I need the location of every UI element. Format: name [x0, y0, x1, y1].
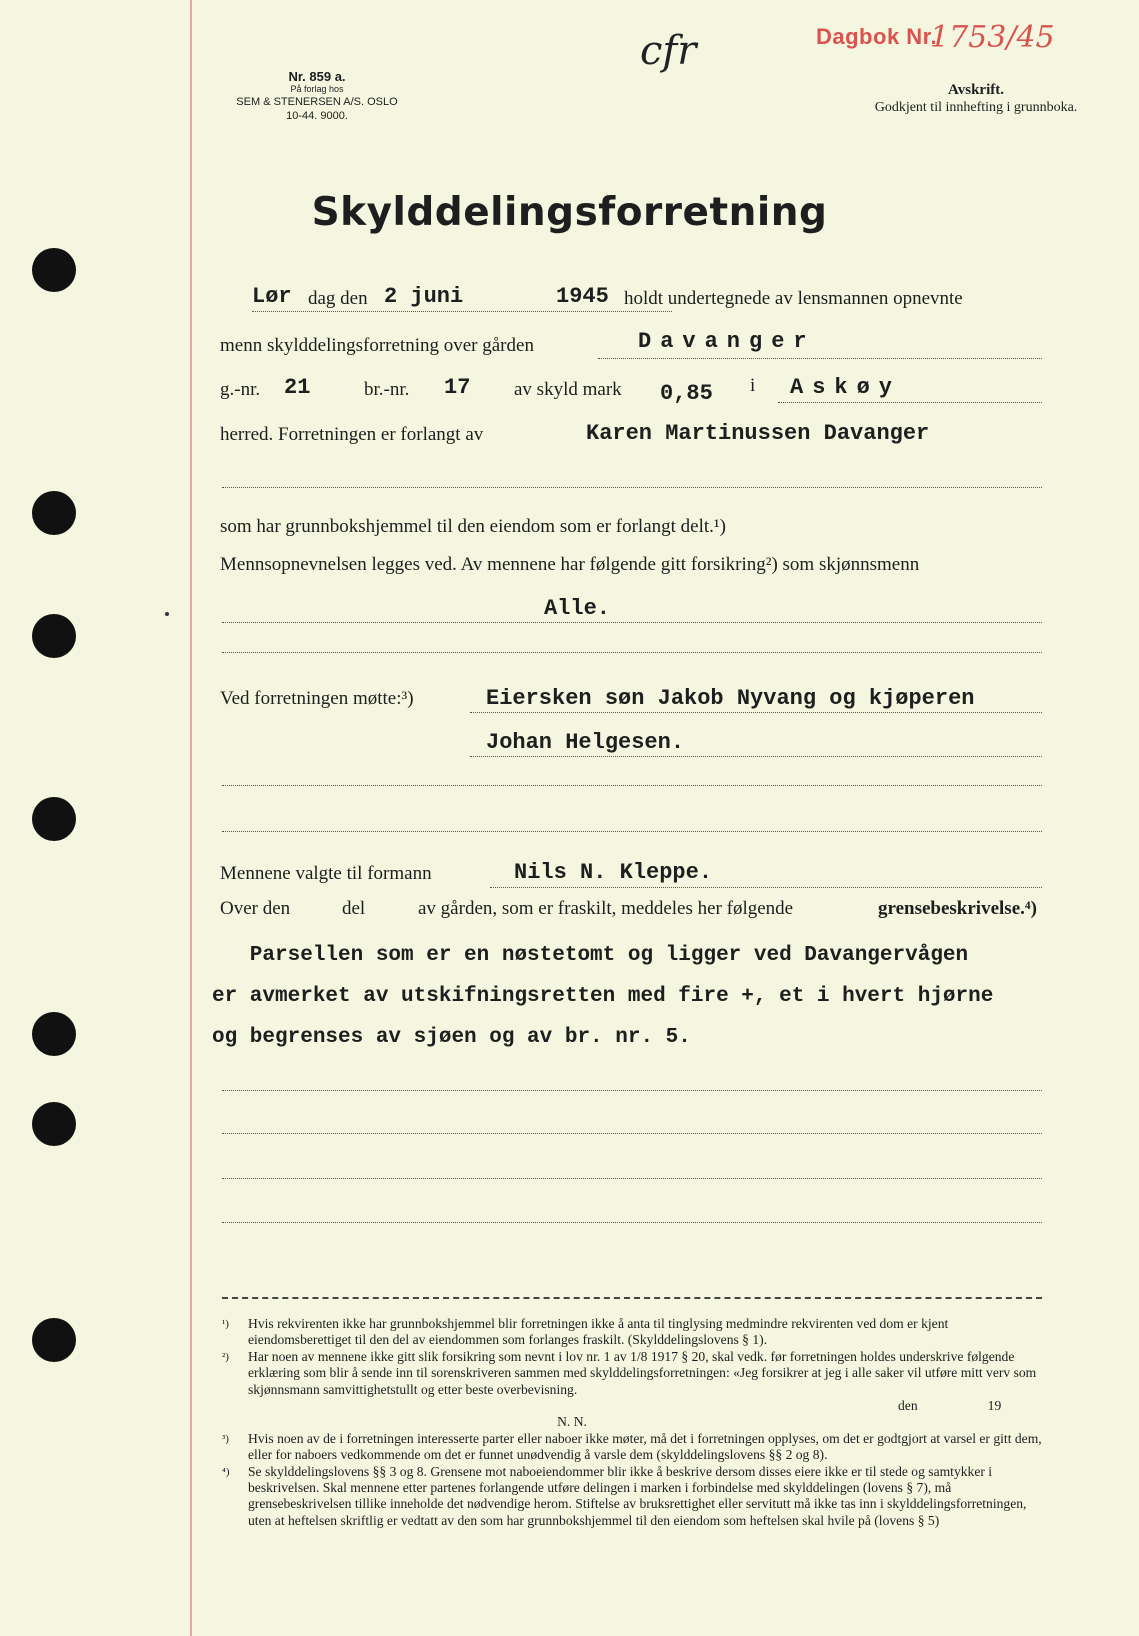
attendees-value-2: Johan Helgesen. — [486, 730, 685, 755]
form-line-attendees-2 — [222, 730, 1042, 770]
dagbok-number: 1753/45 — [930, 20, 1055, 55]
handwritten-initials: cfr — [640, 28, 697, 74]
farm-name-value: Davanger — [638, 329, 816, 354]
gnr-value: 21 — [284, 375, 311, 400]
footnote: ³) Hvis noen av de i forretningen interesserte parter eller naboer ikke møter, må det i forretningen opplyses, om det er godtgjort at varsel er gitt dem, eller for naboers vedkommende om det er funnet unødvendig å varsle dem (skylddelingslovens §§ 2 og 8). — [222, 1430, 1042, 1463]
attendees-value: Eiersken søn Jakob Nyvang og kjøperen — [486, 686, 975, 711]
label-forlangt: herred. Forretningen er forlangt av — [220, 424, 484, 445]
year-prefix: 19 — [987, 1398, 1002, 1414]
day-value: Lør — [252, 284, 292, 309]
footnote: ⁴) Se skylddelingslovens §§ 3 og 8. Grensene mot naboeiendommer blir ikke å beskrive dersom disses eiere ikke er til stede og samtykker i beskrivelsen. Skal mennene etter partenes forlangende utføre delingen i marken i forbindelse med skylddelingen (lovens § 7), må grensebeskrivelsen tillike inneholde det nødvendige herom. Stiftelse av bruksrettighet eller servitutt må ikke tas inn i skylddelingsforretningen, uten at heftelsen skriftlig er vedtatt av den som har grunnbokshjemmel til den eiendom som heftelsen skal hvile på (lovens § 5) — [222, 1463, 1027, 1528]
label-bnr: br.-nr. — [364, 379, 410, 400]
form-line-skjonnsmenn — [222, 596, 1042, 636]
publisher-name: SEM & STENERSEN A/S. OSLO — [236, 96, 398, 108]
label-holdt: holdt undertegnede av lensmannen opnevnte — [624, 288, 963, 309]
label-gnr: g.-nr. — [220, 379, 261, 400]
description-line: Parsellen som er en nøstetomt og ligger ved Davangervågen — [212, 944, 969, 967]
signature-nn: N. N. — [557, 1414, 587, 1430]
den-label: den — [898, 1398, 918, 1414]
punch-hole-icon — [32, 248, 76, 292]
form-line-grense — [222, 896, 1042, 936]
dotted-line — [222, 1090, 1042, 1091]
dotted-line — [222, 785, 1042, 786]
dotted-line — [222, 1133, 1042, 1134]
requester-value: Karen Martinussen Davanger — [586, 421, 930, 446]
footnotes — [222, 1316, 1042, 1529]
form-line-property — [222, 377, 1042, 417]
punch-hole-icon — [32, 1012, 76, 1056]
form-number: Nr. 859 a. — [288, 69, 346, 84]
margin-line — [190, 0, 192, 1636]
text-hjemmel: som har grunnbokshjemmel til den eiendom som er forlangt delt.¹) — [220, 516, 726, 537]
footnote: ²) Har noen av mennene ikke gitt slik forsikring som nevnt i lov nr. 1 av 1/8 1917 § 20, skal vedk. før forretningen holdes underskrive følgende erklæring som blir å sende inn til sorenskriveren sammen med skylddelingsforretningen: «Jeg forsikrer at jeg i alle saker vil utføre mitt verv som skjønnsmann samvittighetstullt og etter beste overbevisning. — [222, 1348, 1037, 1397]
punch-hole-icon — [32, 491, 76, 535]
label-motte: Ved forretningen møtte:³) — [220, 688, 414, 709]
municipality-value: Askøy — [790, 375, 902, 400]
label-i: i — [750, 375, 756, 396]
punch-hole-icon — [32, 1102, 76, 1146]
text-forsikring: Mennsopnevnelsen legges ved. Av mennene har følgende gitt forsikring²) som skjønnsmenn — [220, 554, 920, 575]
punch-hole-icon — [32, 797, 76, 841]
form-line-requester — [222, 422, 1042, 462]
page-title: Skylddelingsforretning — [311, 190, 828, 235]
label-del: del — [342, 898, 366, 919]
label-formann: Mennene valgte til formann — [220, 863, 432, 884]
dotted-line — [222, 487, 1042, 488]
skjonnsmenn-value: Alle. — [544, 596, 611, 621]
form-line-chair — [222, 861, 1042, 901]
label-grensebeskrivelse: grensebeskrivelse.⁴) — [878, 898, 1037, 919]
footnote-separator — [222, 1297, 1042, 1299]
form-line-farm — [220, 329, 1042, 373]
publisher-line: På forlag hos — [290, 84, 344, 94]
dotted-line — [222, 1178, 1042, 1179]
skyld-value: 0,85 — [660, 381, 713, 406]
avskrift-box — [866, 82, 1086, 116]
label-gaarden-fraskilt: av gården, som er fraskilt, meddeles her følgende — [418, 898, 794, 919]
dotted-line — [222, 652, 1042, 653]
label-dag-den: dag den — [308, 288, 368, 309]
boundary-description — [212, 935, 1062, 1058]
form-line-forsikring — [222, 552, 1042, 592]
form-line-hjemmel — [222, 514, 1042, 554]
year-value: 1945 — [556, 284, 609, 309]
dagbok-stamp: Dagbok Nr. — [816, 24, 938, 49]
description-line: og begrenses av sjøen og av br. nr. 5. — [212, 1026, 691, 1049]
dotted-line — [222, 1222, 1042, 1223]
label-gaarden: menn skylddelingsforretning over gården — [220, 335, 534, 356]
printing-info: 10-44. 9000. — [286, 110, 348, 122]
description-line: er avmerket av utskifningsretten med fire +, et i hvert hjørne — [212, 985, 994, 1008]
bnr-value: 17 — [444, 375, 471, 400]
punch-hole-icon — [32, 1318, 76, 1362]
label-skyld: av skyld mark — [514, 379, 622, 400]
footnote-date-line — [222, 1398, 1042, 1414]
form-line-date — [222, 286, 1042, 326]
date-value: 2 juni — [384, 284, 464, 309]
avskrift-note: Godkjent til innhefting i grunnboka. — [874, 100, 1078, 115]
dot-mark — [165, 612, 169, 616]
form-line-attendees — [222, 686, 1042, 726]
label-over-den: Over den — [220, 898, 291, 919]
chair-value: Nils N. Kleppe. — [514, 860, 713, 885]
punch-hole-icon — [32, 614, 76, 658]
form-info — [232, 70, 402, 123]
footnote: ¹) Hvis rekvirenten ikke har grunnbokshjemmel blir forretningen ikke å anta til tinglysing medmindre rekvirenten ved dom er kjent eiendomsberettiget til den del av eiendommen som forlanges fraskilt. (Skylddelingslovens § 1). — [222, 1316, 949, 1348]
dotted-line — [222, 831, 1042, 832]
avskrift-title: Avskrift. — [948, 82, 1004, 98]
